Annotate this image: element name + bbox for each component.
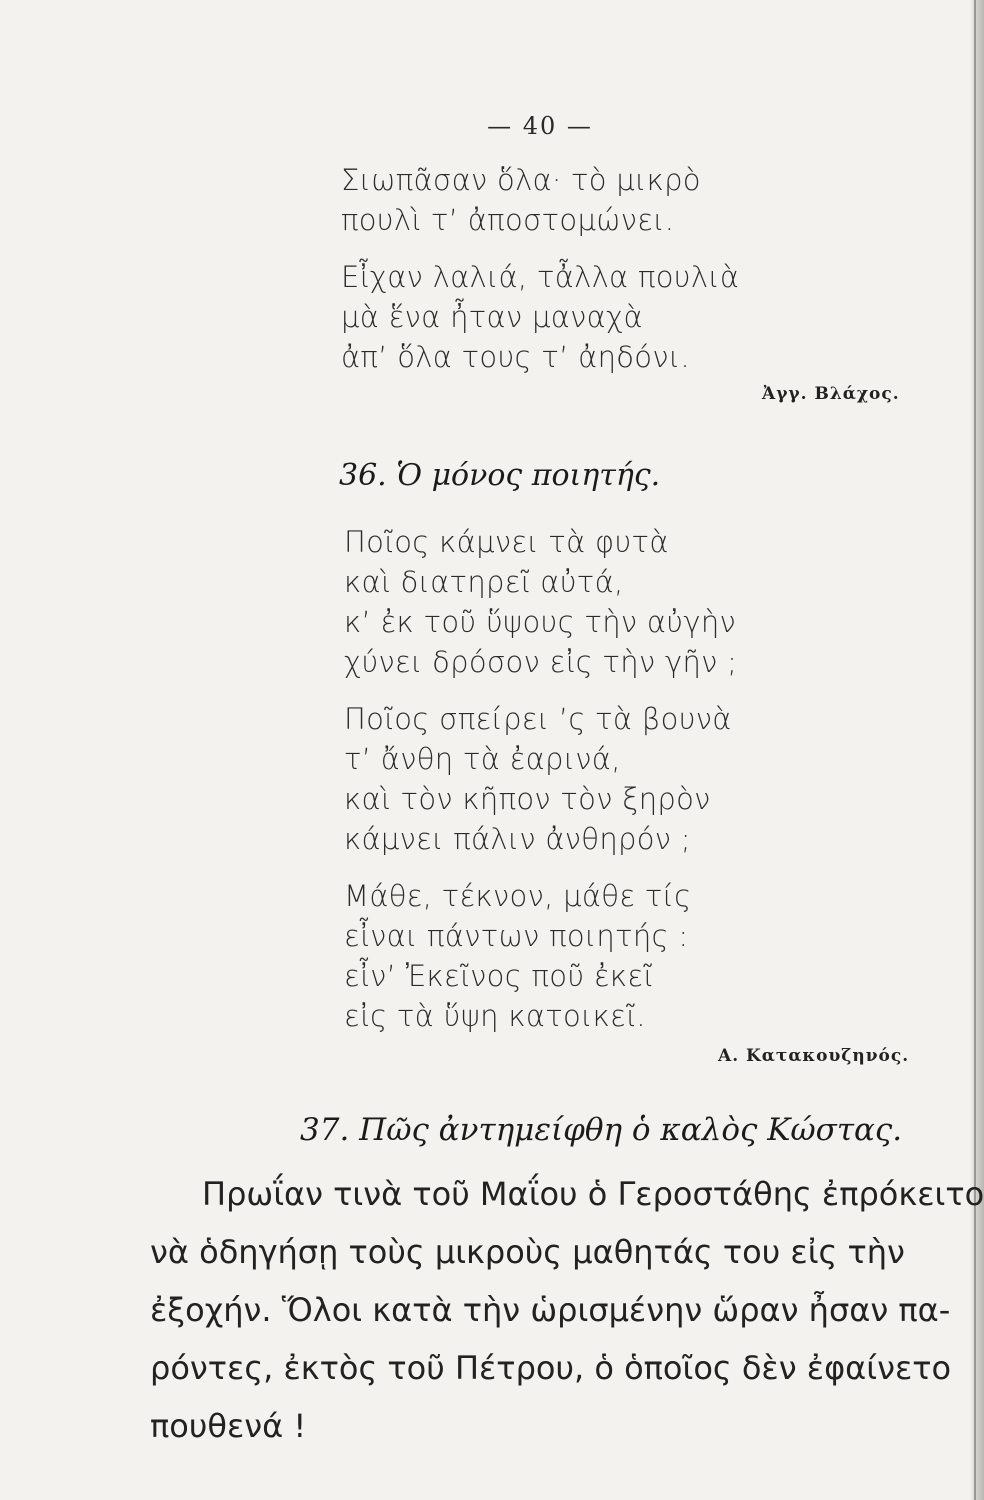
stanza [344, 522, 737, 682]
verse-line: Μάθε, τέκνον, μάθε τίς [344, 879, 692, 913]
section-heading: 36. Ὁ μόνος ποιητής. [339, 458, 661, 493]
verse-line: καὶ τὸν κῆπον τὸν ξηρὸν [344, 782, 711, 816]
page-number: — 40 — [487, 112, 593, 140]
poem-author: Ἀγγ. Βλάχος. [762, 384, 900, 404]
poem-author: Α. Κατακουζηνός. [718, 1046, 910, 1066]
verse-line: μὰ ἕνα ἦταν μαναχὰ [341, 300, 643, 334]
prose-line: ρόντες, ἐκτὸς τοῦ Πέτρου, ὁ ὁποῖος δὲν ἐφαίνετο [150, 1349, 952, 1387]
section-heading: 37. Πῶς ἀντημείφθη ὁ καλὸς Κώστας. [300, 1112, 903, 1148]
poem-body [344, 522, 737, 1053]
prose-line: πουθενά ! [150, 1407, 307, 1445]
verse-line: Σιωπᾶσαν ὅλα· τὸ μικρὸ [341, 163, 701, 197]
prose-line: Πρωΐαν τινὰ τοῦ Μαΐου ὁ Γεροστάθης ἐπρόκειτο [202, 1175, 984, 1213]
stanza [344, 876, 737, 1036]
stanza [341, 160, 739, 240]
verse-line: εἰς τὰ ὕψη κατοικεῖ. [344, 999, 646, 1033]
stanza [341, 257, 739, 377]
verse-line: κάμνει πάλιν ἀνθηρόν ; [344, 822, 691, 856]
prose-line: ἐξοχήν. Ὅλοι κατὰ τὴν ὡρισμένην ὥραν ἦσαν πα- [150, 1291, 951, 1329]
verse-line: Ποῖος κάμνει τὰ φυτὰ [344, 525, 669, 559]
verse-line: καὶ διατηρεῖ αὐτά, [344, 565, 624, 599]
verse-line: εἶν’ Ἐκεῖνος ποῦ ἐκεῖ [344, 959, 654, 993]
verse-line: εἶναι πάντων ποιητής : [344, 919, 689, 953]
verse-line: Ποῖος σπείρει ’ς τὰ βουνὰ [344, 702, 732, 736]
verse-line: χύνει δρόσον εἰς τὴν γῆν ; [344, 645, 738, 679]
verse-line: ἀπ’ ὅλα τους τ’ ἀηδόνι. [341, 340, 690, 374]
verse-line: πουλὶ τ’ ἀποστομώνει. [341, 203, 675, 237]
verse-line: Εἶχαν λαλιά, τἆλλα πουλιὰ [341, 260, 740, 294]
prose-line: νὰ ὁδηγήσῃ τοὺς μικροὺς μαθητάς του εἰς τὴν [150, 1233, 905, 1271]
poem-continuation [341, 160, 739, 394]
verse-line: τ’ ἄνθη τὰ ἐαρινά, [344, 742, 621, 776]
verse-line: κ’ ἐκ τοῦ ὕψους τὴν αὐγὴν [344, 605, 737, 639]
stanza [344, 699, 737, 859]
prose-paragraph [150, 1165, 984, 1455]
